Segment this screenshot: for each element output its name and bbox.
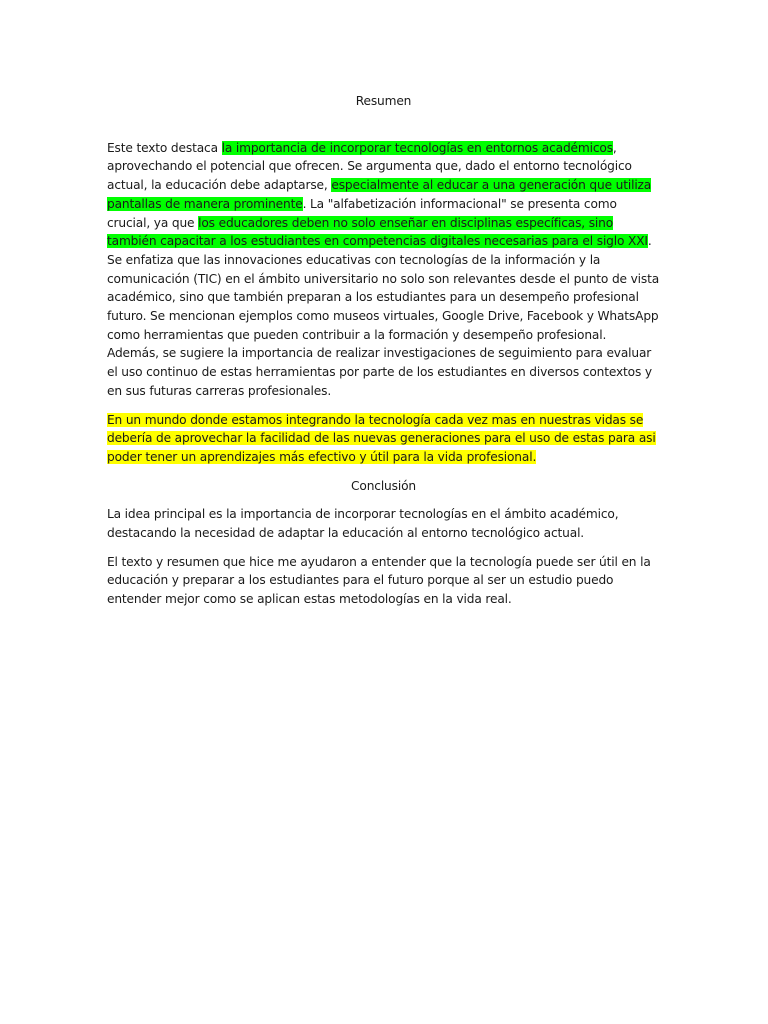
highlighted-text-yellow: En un mundo donde estamos integrando la tecnología cada vez mas en nuestras vidas se debería de aprovechar la facilidad de las nuevas generaciones para el uso de estas para asi poder tener un aprendizajes más efectivo y útil para la vida profesional.: [107, 412, 656, 464]
highlighted-text-green: especialmente al educar a una generación que utiliza pantallas de manera prominente: [107, 178, 652, 211]
conclusion-paragraph-2: El texto y resumen que hice me ayudaron a entender que la tecnología puede ser útil en la educación y preparar a los estudiantes para el futuro porque al ser un estudio puedo entender mejor como se aplican estas metodologías en la vida real.: [107, 554, 651, 607]
highlighted-text-green: los educadores deben no solo enseñar en disciplinas específicas, sino también capacitar a los estudiantes en competencias digitales necesarias para el siglo XXI: [107, 215, 648, 249]
conclusion-title: Conclusión: [351, 478, 416, 493]
conclusion-paragraph-1: La idea principal es la importancia de incorporar tecnologías en el ámbito académico, destacando la necesidad de adaptar la educación al entorno tecnológico actual.: [107, 507, 619, 541]
highlighted-text-green: la importancia de incorporar tecnologías en entornos académicos: [221, 140, 613, 155]
summary-title: Resumen: [355, 94, 412, 108]
summary-text-segment: , aprovechando el potencial que ofrecen. Se argumenta que, dado el entorno tecnológico actual, la educación debe adaptarse,: [107, 140, 632, 193]
summary-text-segment: . La "alfabetización informacional" se presenta como crucial, ya que: [107, 196, 617, 230]
summary-text-segment: Este texto destaca: [107, 140, 222, 155]
opinion-paragraph: [107, 411, 660, 467]
summary-text-segment: . Se enfatiza que las innovaciones educativas con tecnologías de la información y la comunicación (TIC) en el ámbito universitario no solo son relevantes desde el punto de vista académico, sino que también preparan a los estudiantes para un desempeño profesional futuro. Se mencionan ejemplos como museos virtuales, Google Drive, Facebook y WhatsApp como herramientas que pueden contribuir a la formación y desempeño profesional. Además, se sugiere la importancia de realizar investigaciones de seguimiento para evaluar el uso continuo de estas herramientas por parte de los estudiantes en diversos contextos y en sus futuras carreras profesionales.: [107, 234, 660, 398]
summary-paragraph: [107, 139, 660, 401]
